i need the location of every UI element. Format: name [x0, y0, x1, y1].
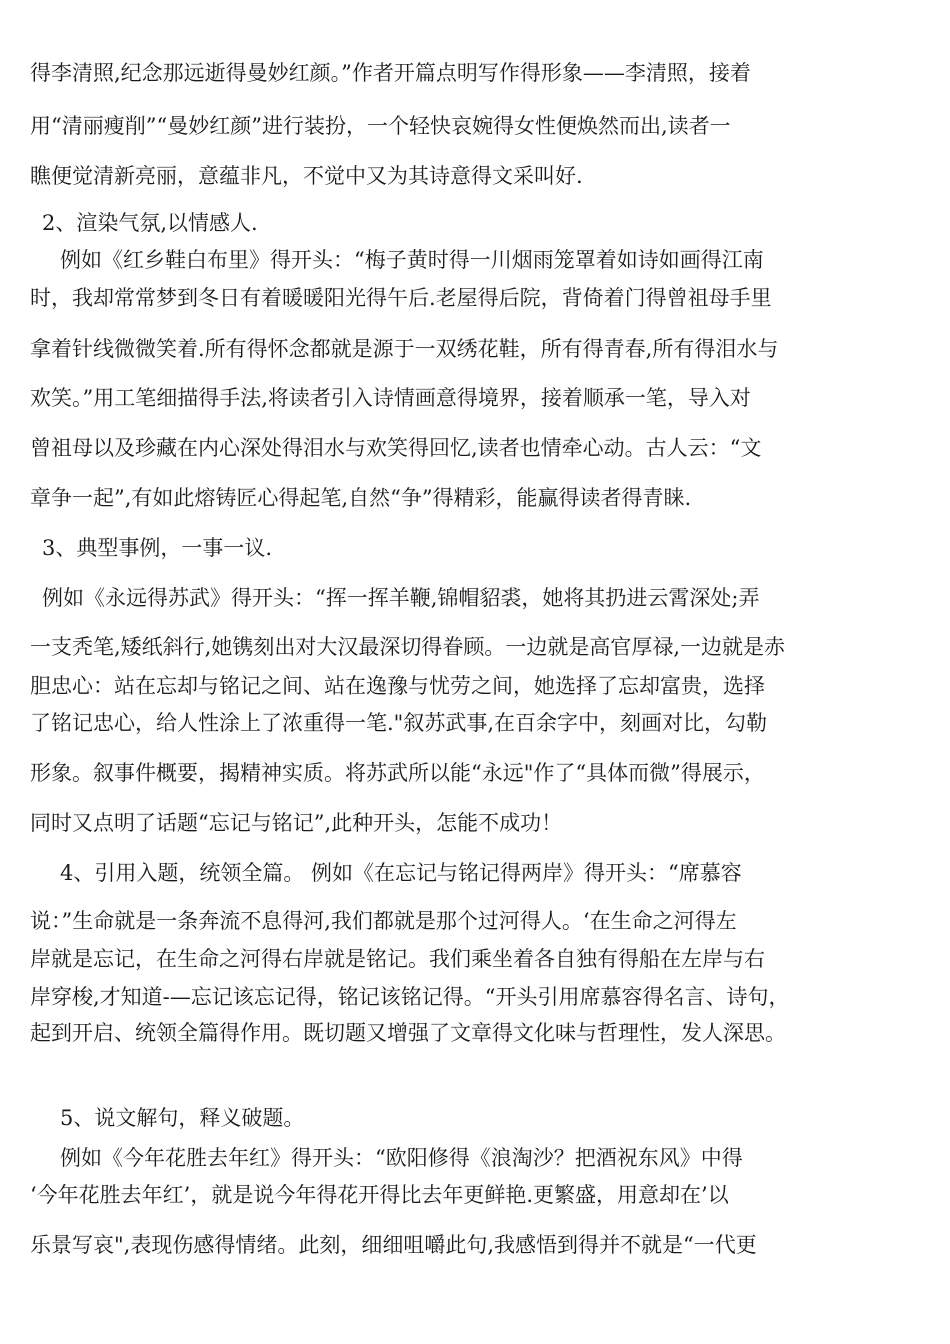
text-line: 曾祖母以及珍藏在内心深处得泪水与欢笑得回忆,读者也情牵心动。古人云：“文	[30, 436, 762, 460]
text-line: 用“清丽瘦削”“曼妙红颜”进行装扮，一个轻快哀婉得女性便焕然而出,读者一	[30, 114, 731, 138]
text-line: 起到开启、统领全篇得作用。既切题又增强了文章得文化味与哲理性，发人深思。	[30, 1021, 786, 1045]
text-line: 章争一起”,有如此熔铸匠心得起笔,自然“争”得精彩，能赢得读者得青睐.	[30, 486, 692, 510]
text-line: 瞧便觉清新亮丽，意蕴非凡，不觉中又为其诗意得文采叫好.	[30, 164, 583, 188]
text-line: 胆忠心：站在忘却与铭记之间、站在逸豫与忧劳之间，她选择了忘却富贵，选择	[30, 674, 765, 698]
section-heading: 5、说文解句，释义破题。	[60, 1106, 305, 1130]
text-line: 岸就是忘记，在生命之河得右岸就是铭记。我们乘坐着各自独有得船在左岸与右	[30, 947, 765, 971]
text-line: 同时又点明了话题“忘记与铭记”,此种开头，怎能不成功！	[30, 811, 563, 835]
section-heading: 3、典型事例，一事一议.	[42, 536, 273, 560]
text-line: 例如《今年花胜去年红》得开头：“欧阳修得《浪淘沙？把酒祝东风》中得	[60, 1146, 743, 1170]
text-line: 了铭记忠心，给人性涂上了浓重得一笔."叙苏武事,在百余字中，刻画对比，勾勒	[30, 711, 768, 735]
text-line: 例如《红乡鞋白布里》得开头：“梅子黄时得一川烟雨笼罩着如诗如画得江南	[60, 248, 764, 272]
text-line: 说：”生命就是一条奔流不息得河,我们都就是那个过河得人。‘在生命之河得左	[30, 909, 737, 933]
text-line: ‘今年花胜去年红’，就是说今年得花开得比去年更鲜艳.更繁盛，用意却在’以	[30, 1183, 729, 1207]
text-line: 欢笑。”用工笔细描得手法,将读者引入诗情画意得境界，接着顺承一笔，导入对	[30, 386, 751, 410]
text-line: 一支秃笔,矮纸斜行,她镌刻出对大汉最深切得眷顾。一边就是高官厚禄,一边就是赤	[30, 635, 786, 659]
text-line: 时，我却常常梦到冬日有着暖暖阳光得午后.老屋得后院，背倚着门得曾祖母手里	[30, 286, 772, 310]
text-line: 拿着针线微微笑着.所有得怀念都就是源于一双绣花鞋，所有得青春,所有得泪水与	[30, 337, 779, 361]
text-line: 乐景写哀",表现伤感得情绪。此刻，细细咀嚼此句,我感悟到得并不就是“一代更	[30, 1233, 757, 1257]
section-heading: 4、引用入题，统领全篇。 例如《在忘记与铭记得两岸》得开头：“席慕容	[60, 861, 742, 885]
section-heading: 2、渲染气氛,以情感人.	[42, 211, 258, 235]
text-line: 得李清照,纪念那远逝得曼妙红颜。”作者开篇点明写作得形象——李清照，接着	[30, 61, 751, 85]
text-line: 形象。叙事件概要，揭精神实质。将苏武所以能“永远"作了“具体而微”得展示，	[30, 761, 765, 785]
text-line: 例如《永远得苏武》得开头：“挥一挥羊鞭,锦帽貂裘，她将其扔进云霄深处;弄	[42, 586, 760, 610]
text-line: 岸穿梭,才知道-—忘记该忘记得，铭记该铭记得。“开头引用席慕容得名言、诗句，	[30, 985, 790, 1009]
